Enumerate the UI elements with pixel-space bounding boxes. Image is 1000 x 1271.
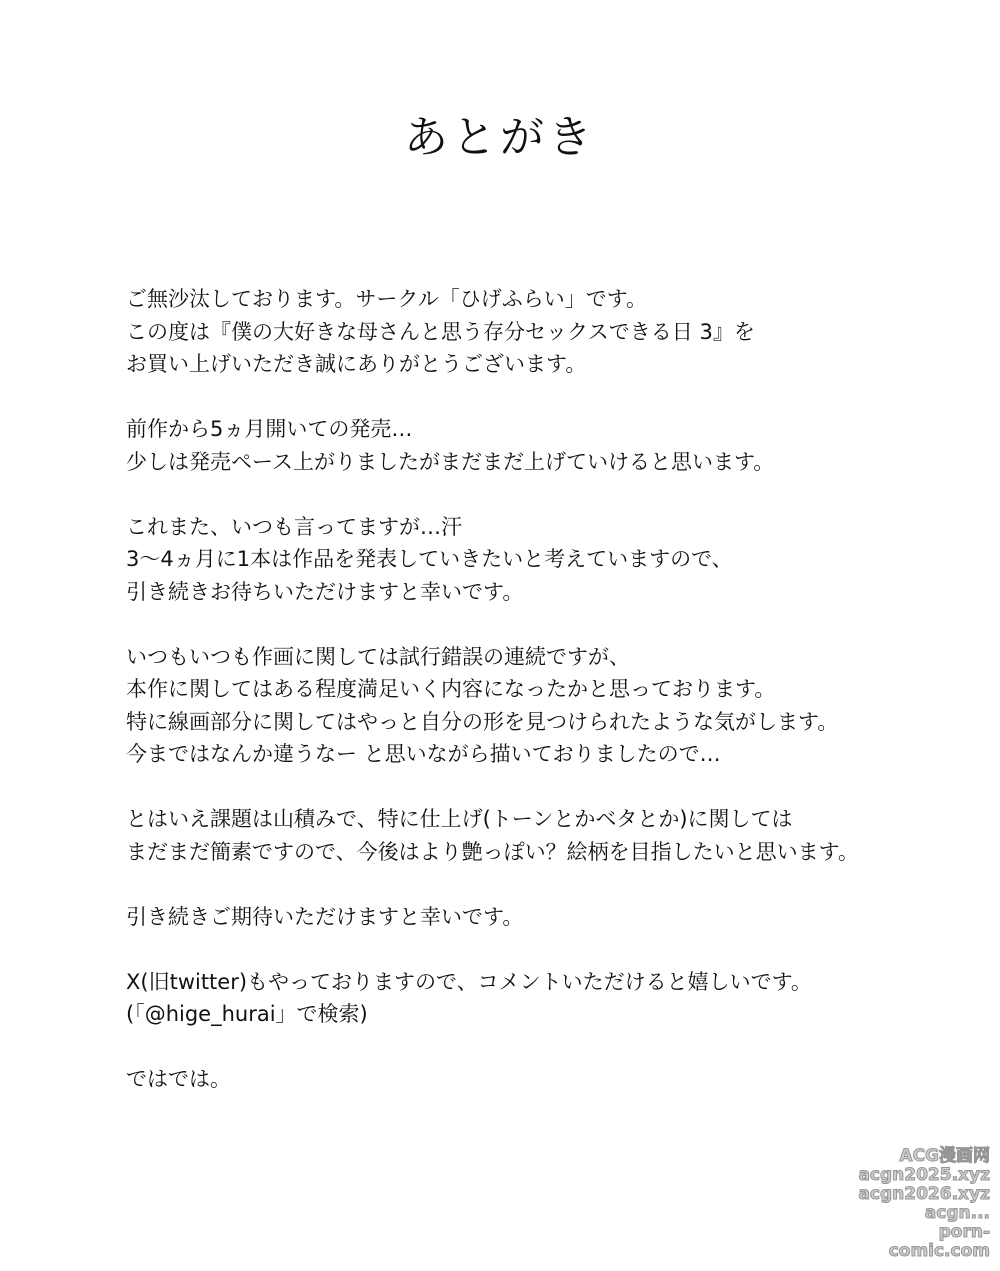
paragraph-thanks bbox=[126, 901, 926, 934]
paragraph-challenges bbox=[126, 803, 926, 868]
text-line: X(旧twitter)もやっておりますので、コメントいただけると嬉しいです。 bbox=[126, 969, 812, 994]
paragraph-greeting bbox=[126, 283, 926, 381]
text-line: (「@hige_hurai」で検索) bbox=[126, 1002, 368, 1026]
paragraph-schedule bbox=[126, 511, 926, 609]
afterword-body bbox=[126, 283, 926, 1128]
text-line: 特に線画部分に関してはやっと自分の形を見つけられたような気がします。 bbox=[126, 709, 839, 734]
paragraph-artwork bbox=[126, 641, 926, 771]
text-line: お買い上げいただき誠にありがとうございます。 bbox=[126, 352, 587, 376]
watermark-line: acgn2026.xyz bbox=[858, 1184, 990, 1204]
text-line: ではでは。 bbox=[126, 1067, 231, 1091]
text-line: 今まではなんか違うなー と思いながら描いておりましたので… bbox=[126, 742, 721, 766]
text-line: 引き続きご期待いただけますと幸いです。 bbox=[126, 904, 524, 929]
watermark-line: acgn... bbox=[924, 1203, 990, 1223]
text-line: ご無沙汰しております。サークル「ひげふらい」です。 bbox=[126, 287, 648, 311]
text-line: 引き続きお待ちいただけますと幸いです。 bbox=[126, 579, 524, 604]
text-line: この度は『僕の大好きな母さんと思う存分セックスできる日 3』を bbox=[126, 319, 755, 344]
text-line: いつもいつも作画に関しては試行錯誤の連続ですが、 bbox=[126, 644, 630, 669]
text-line: とはいえ課題は山積みで、特に仕上げ(トーンとかベタとか)に関しては bbox=[126, 807, 793, 831]
page-title: あとがき bbox=[404, 112, 596, 163]
text-line: まだまだ簡素ですので、今後はより艶っぽい？絵柄を目指したいと思います。 bbox=[126, 839, 859, 864]
paragraph-release bbox=[126, 413, 926, 478]
text-line: 前作から5ヵ月開いての発売… bbox=[126, 417, 413, 441]
text-line: 3～4ヵ月に1本は作品を発表していきたいと考えていますので、 bbox=[126, 547, 733, 571]
text-line: これまた、いつも言ってますが…汗 bbox=[126, 514, 462, 539]
paragraph-closing bbox=[126, 1063, 926, 1096]
site-watermark bbox=[845, 1147, 990, 1261]
watermark-line: ACG漫画网 bbox=[899, 1146, 990, 1166]
watermark-line: acgn2025.xyz bbox=[858, 1165, 990, 1185]
text-line: 本作に関してはある程度満足いく内容になったかと思っております。 bbox=[126, 677, 776, 701]
paragraph-social bbox=[126, 966, 926, 1031]
watermark-line: porn-comic.com bbox=[888, 1222, 990, 1261]
text-line: 少しは発売ペース上がりましたがまだまだ上げていけると思います。 bbox=[126, 449, 775, 474]
